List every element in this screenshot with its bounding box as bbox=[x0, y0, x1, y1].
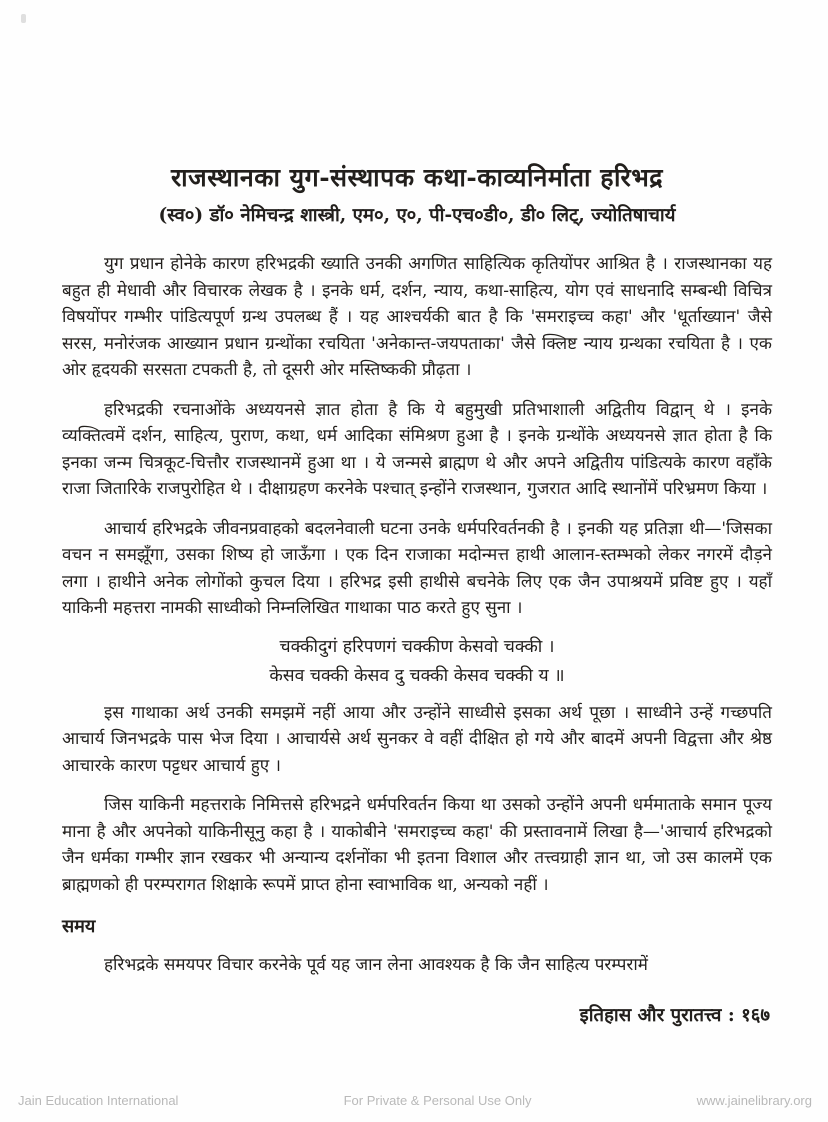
footer-left-label: Jain Education International bbox=[18, 1093, 179, 1108]
author-line: (स्व०) डॉ० नेमिचन्द्र शास्त्री, एम०, ए०, पी-एच०डी०, डी० लिट्, ज्योतिषाचार्य bbox=[158, 205, 676, 226]
verse-line-1: चक्कीदुगं हरिपणगं चक्कीण केसवो चक्की । bbox=[279, 636, 555, 657]
page-title: राजस्थानका युग-संस्थापक कथा-काव्यनिर्माता हरिभद्र bbox=[170, 163, 664, 192]
paragraph-4: इस गाथाका अर्थ उनकी समझमें नहीं आया और उन्होंने साध्वीसे इसका अर्थ पूछा । साध्वीने उन्हें गच्छपति आचार्य जिनभद्रके पास भेज दिया । आचार्यसे अर्थ सुनकर वे वहीं दीक्षित हो गये और बादमें अपनी विद्वत्ता और श्रेष्ठ आचारके कारण पट्टधर आचार्य हुए । bbox=[62, 702, 772, 776]
page-content bbox=[62, 0, 772, 979]
paragraph-2: हरिभद्रकी रचनाओंके अध्ययनसे ज्ञात होता है कि ये बहुमुखी प्रतिभाशाली अद्वितीय विद्वान् थे । इनके व्यक्तित्वमें दर्शन, साहित्य, पुराण, कथा, धर्म आदिका संमिश्रण हुआ है । इनके ग्रन्थोंके अध्ययनसे ज्ञात होता है कि इनका जन्म चित्रकूट-चित्तौर राजस्थानमें हुआ था । ये जन्मसे ब्राह्मण थे और अपने अद्वितीय पांडित्यके कारण वहाँके राजा जितारिके राजपुरोहित थे । दीक्षाग्रहण करनेके पश्चात् इन्होंने राजस्थान, गुजरात आदि स्थानोंमें परिभ्रमण किया । bbox=[62, 399, 772, 499]
footer-center-label: For Private & Personal Use Only bbox=[343, 1093, 532, 1108]
digitization-footer bbox=[18, 1093, 812, 1108]
page-number-label: इतिहास और पुरातत्त्व : १६७ bbox=[579, 1005, 770, 1026]
section-heading-samay: समय bbox=[62, 916, 96, 937]
paragraph-1: युग प्रधान होनेके कारण हरिभद्रकी ख्याति उनकी अगणित साहित्यिक कृतियोंपर आश्रित है । राजस्थानका यह बहुत ही मेधावी और विचारक लेखक है । इनके धर्म, दर्शन, न्याय, कथा-साहित्य, योग एवं साधनादि सम्बन्धी विचित्र विषयोंपर गम्भीर पांडित्यपूर्ण ग्रन्थ उपलब्ध हैं । यह आश्चर्यकी बात है कि 'समराइच्च कहा' और 'धूर्ताख्यान' जैसे सरस, मनोरंजक आख्यान प्रधान ग्रन्थोंका रचयिता 'अनेकान्त-जयपताका' जैसे क्लिष्ट न्याय ग्रन्थका रचयिता है । एक ओर हृदयकी सरसता टपकती है, तो दूसरी ओर मस्तिष्ककी प्रौढ़ता । bbox=[62, 254, 772, 380]
gatha-verse bbox=[62, 633, 772, 691]
verse-line-2: केसव चक्की केसव दु चक्की केसव चक्की य ॥ bbox=[269, 665, 565, 686]
footer-right-label: www.jainelibrary.org bbox=[696, 1093, 812, 1108]
scan-artifact bbox=[21, 14, 26, 23]
paragraph-3: आचार्य हरिभद्रके जीवनप्रवाहको बदलनेवाली घटना उनके धर्मपरिवर्तनकी है । इनकी यह प्रतिज्ञा थी—'जिसका वचन न समझूँगा, उसका शिष्य हो जाऊँगा । एक दिन राजाका मदोन्मत्त हाथी आलान-स्तम्भको लेकर नगरमें दौड़ने लगा । हाथीने अनेक लोगोंको कुचल दिया । हरिभद्र इसी हाथीसे बचनेके लिए एक जैन उपाश्रयमें प्रविष्ट हुए । यहाँ याकिनी महत्तरा नामकी साध्वीको निम्नलिखित गाथाका पाठ करते हुए सुना । bbox=[62, 518, 772, 618]
section-paragraph: हरिभद्रके समयपर विचार करनेके पूर्व यह जान लेना आवश्यक है कि जैन साहित्य परम्परामें bbox=[104, 955, 648, 975]
paragraph-5: जिस याकिनी महत्तराके निमित्तसे हरिभद्रने धर्मपरिवर्तन किया था उसको उन्होंने अपनी धर्ममाताके समान पूज्य माना है और अपनेको याकिनीसूनु कहा है । याकोबीने 'समराइच्च कहा' की प्रस्तावनामें लिखा है—'आचार्य हरिभद्रको जैन धर्मका गम्भीर ज्ञान रखकर भी अन्यान्य दर्शनोंका भी इतना विशाल और तत्त्वग्राही ज्ञान था, जो उस कालमें एक ब्राह्मणको ही परम्परागत शिक्षाके रूपमें प्राप्त होना स्वाभाविक था, अन्यको नहीं । bbox=[62, 795, 772, 895]
